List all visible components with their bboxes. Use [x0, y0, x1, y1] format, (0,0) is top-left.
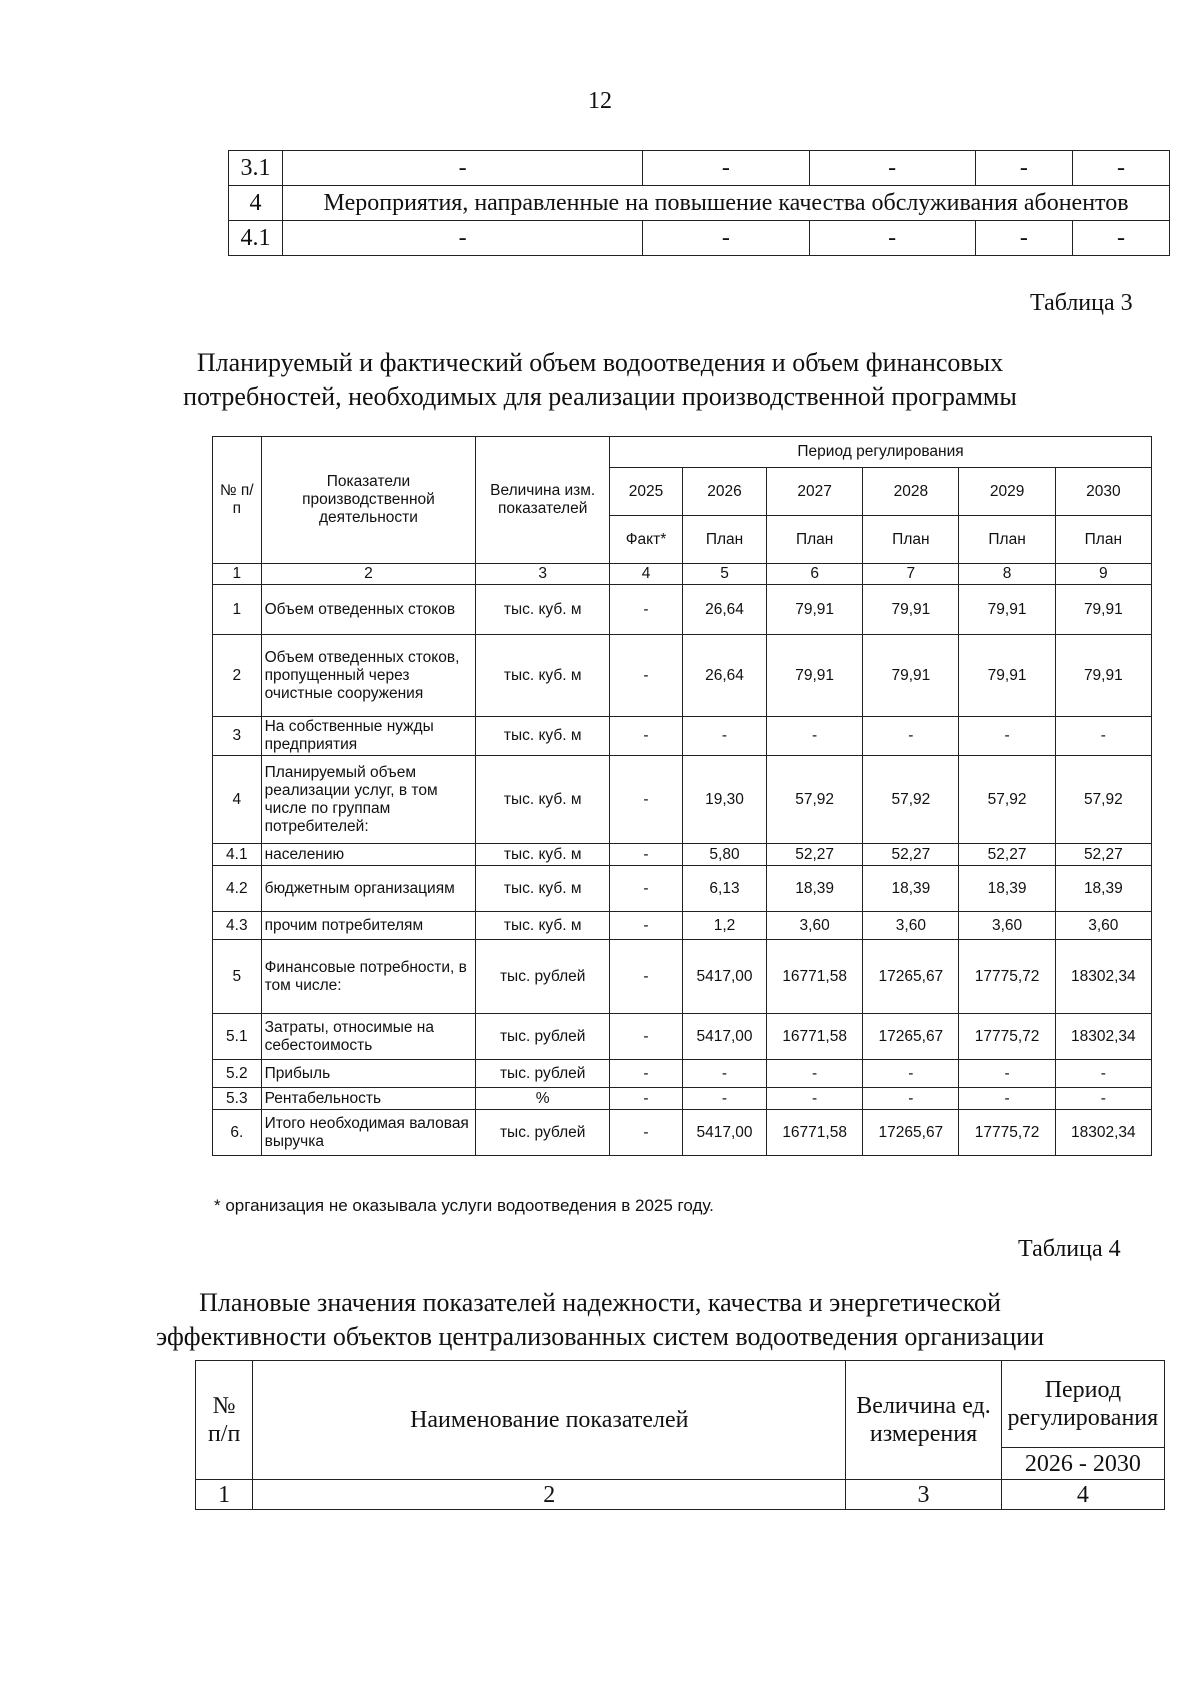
- table-row: [213, 866, 1152, 912]
- row-value: 79,91: [767, 635, 863, 717]
- row-value: -: [863, 1060, 959, 1088]
- row-value: 52,27: [863, 844, 959, 866]
- column-number: 3: [846, 1480, 1001, 1510]
- header-period: Период регулирования: [610, 437, 1152, 468]
- row-value: 3,60: [1055, 912, 1151, 940]
- row-value: 16771,58: [767, 1110, 863, 1156]
- row-indicator: Рентабельность: [261, 1088, 476, 1110]
- header-year: 2030: [1055, 468, 1151, 516]
- row-value: 17265,67: [863, 1110, 959, 1156]
- row-value: 57,92: [959, 756, 1055, 844]
- row-indicator: населению: [261, 844, 476, 866]
- row-number: 3.1: [229, 151, 283, 186]
- row-value: 17775,72: [959, 1110, 1055, 1156]
- header-name: Наименование показателей: [253, 1361, 846, 1480]
- row-value: -: [610, 940, 683, 1014]
- table-row: [229, 186, 1170, 221]
- row-value: 26,64: [682, 585, 766, 635]
- row-value: 57,92: [863, 756, 959, 844]
- row-indicator: прочим потребителям: [261, 912, 476, 940]
- header-kind: План: [1055, 516, 1151, 564]
- column-number: 8: [959, 564, 1055, 585]
- column-number: 6: [767, 564, 863, 585]
- row-number: 5.2: [213, 1060, 262, 1088]
- row-value: 18,39: [863, 866, 959, 912]
- row-value: -: [610, 912, 683, 940]
- table-row: [229, 151, 1170, 186]
- row-value: 52,27: [959, 844, 1055, 866]
- table-row: [229, 221, 1170, 256]
- row-indicator: Прибыль: [261, 1060, 476, 1088]
- row-unit: тыс. рублей: [476, 940, 610, 1014]
- cell: -: [975, 151, 1072, 186]
- row-value: 18,39: [767, 866, 863, 912]
- row-value: -: [1055, 717, 1151, 756]
- row-value: 79,91: [863, 635, 959, 717]
- row-value: 57,92: [1055, 756, 1151, 844]
- header-kind: План: [767, 516, 863, 564]
- row-value: 57,92: [767, 756, 863, 844]
- row-value: -: [959, 717, 1055, 756]
- row-number: 5.3: [213, 1088, 262, 1110]
- column-number: 3: [476, 564, 610, 585]
- header-year: 2028: [863, 468, 959, 516]
- row-value: -: [610, 717, 683, 756]
- row-indicator: Объем отведенных стоков: [261, 585, 476, 635]
- table-row: [213, 756, 1152, 844]
- header-year: 2027: [767, 468, 863, 516]
- row-value: -: [959, 1088, 1055, 1110]
- table3-caption: Таблица 3: [1030, 290, 1133, 316]
- header-kind: План: [682, 516, 766, 564]
- table-row: [213, 585, 1152, 635]
- row-value: -: [610, 635, 683, 717]
- header-num: № п/п: [213, 437, 262, 564]
- table-row: [213, 1110, 1152, 1156]
- row-value: -: [682, 1060, 766, 1088]
- row-value: 18,39: [1055, 866, 1151, 912]
- row-value: 17265,67: [863, 940, 959, 1014]
- row-value: 16771,58: [767, 940, 863, 1014]
- row-unit: тыс. куб. м: [476, 912, 610, 940]
- table-row: [213, 844, 1152, 866]
- row-value: 52,27: [767, 844, 863, 866]
- row-unit: тыс. рублей: [476, 1014, 610, 1060]
- column-number: 2: [261, 564, 476, 585]
- row-indicator: Планируемый объем реализации услуг, в том числе по группам потребителей:: [261, 756, 476, 844]
- row-value: -: [959, 1060, 1055, 1088]
- row-unit: тыс. куб. м: [476, 717, 610, 756]
- cell: -: [975, 221, 1072, 256]
- table-row: [213, 717, 1152, 756]
- header-year: 2029: [959, 468, 1055, 516]
- cell: -: [283, 221, 643, 256]
- header-kind: План: [959, 516, 1055, 564]
- row-value: 16771,58: [767, 1014, 863, 1060]
- row-value: -: [610, 844, 683, 866]
- row-value: -: [1055, 1088, 1151, 1110]
- column-number: 9: [1055, 564, 1151, 585]
- header-year: 2026: [682, 468, 766, 516]
- table4-title-line2: эффективности объектов централизованных систем водоотведения организации: [156, 1322, 1044, 1351]
- row-value: 1,2: [682, 912, 766, 940]
- table3: [212, 436, 1152, 1156]
- column-number: 2: [253, 1480, 846, 1510]
- row-value: 79,91: [1055, 585, 1151, 635]
- column-number: 5: [682, 564, 766, 585]
- row-value: -: [610, 1110, 683, 1156]
- header-unit: Величина изм. показателей: [476, 437, 610, 564]
- table-row: [213, 940, 1152, 1014]
- row-number: 4: [213, 756, 262, 844]
- cell: -: [643, 221, 809, 256]
- table-row: [213, 1060, 1152, 1088]
- column-number: 4: [1001, 1480, 1164, 1510]
- row-indicator: Объем отведенных стоков, пропущенный через очистные сооружения: [261, 635, 476, 717]
- row-number: 3: [213, 717, 262, 756]
- column-number: 4: [610, 564, 683, 585]
- row-value: 19,30: [682, 756, 766, 844]
- table3-title-line2: потребностей, необходимых для реализации производственной программы: [183, 382, 1017, 411]
- cell: -: [809, 221, 975, 256]
- cell: -: [1072, 151, 1169, 186]
- row-value: 5417,00: [682, 1110, 766, 1156]
- cell: -: [643, 151, 809, 186]
- header-unit: Величина ед. измерения: [846, 1361, 1001, 1480]
- row-number: 2: [213, 635, 262, 717]
- table4-title-line1: Плановые значения показателей надежности, качества и энергетической: [199, 1288, 1001, 1317]
- header-indicator: Показатели производственной деятельности: [261, 437, 476, 564]
- row-indicator: Финансовые потребности, в том числе:: [261, 940, 476, 1014]
- row-unit: тыс. рублей: [476, 1060, 610, 1088]
- row-value: 5417,00: [682, 940, 766, 1014]
- row-value: -: [863, 717, 959, 756]
- row-unit: тыс. рублей: [476, 1110, 610, 1156]
- row-value: 6,13: [682, 866, 766, 912]
- row-unit: %: [476, 1088, 610, 1110]
- row-value: -: [1055, 1060, 1151, 1088]
- row-value: 3,60: [863, 912, 959, 940]
- row-value: 79,91: [863, 585, 959, 635]
- column-number: 1: [213, 564, 262, 585]
- column-number: 7: [863, 564, 959, 585]
- row-value: -: [682, 717, 766, 756]
- row-value: 3,60: [959, 912, 1055, 940]
- header-num: № п/п: [196, 1361, 253, 1480]
- row-value: -: [767, 1060, 863, 1088]
- section-title: Мероприятия, направленные на повышение качества обслуживания абонентов: [283, 186, 1170, 221]
- row-indicator: Итого необходимая валовая выручка: [261, 1110, 476, 1156]
- row-unit: тыс. куб. м: [476, 585, 610, 635]
- row-value: 79,91: [1055, 635, 1151, 717]
- row-value: -: [610, 1060, 683, 1088]
- row-unit: тыс. куб. м: [476, 756, 610, 844]
- row-indicator: На собственные нужды предприятия: [261, 717, 476, 756]
- row-value: 18,39: [959, 866, 1055, 912]
- header-kind: План: [863, 516, 959, 564]
- row-value: 79,91: [959, 585, 1055, 635]
- row-value: -: [610, 1088, 683, 1110]
- table-row: [213, 635, 1152, 717]
- row-value: 18302,34: [1055, 940, 1151, 1014]
- header-year: 2025: [610, 468, 683, 516]
- row-value: 5,80: [682, 844, 766, 866]
- row-value: -: [610, 756, 683, 844]
- row-number: 5: [213, 940, 262, 1014]
- row-number: 6.: [213, 1110, 262, 1156]
- row-value: -: [610, 866, 683, 912]
- row-value: 18302,34: [1055, 1110, 1151, 1156]
- row-value: -: [682, 1088, 766, 1110]
- row-value: -: [863, 1088, 959, 1110]
- table4: [195, 1360, 1165, 1510]
- row-value: 26,64: [682, 635, 766, 717]
- row-number: 1: [213, 585, 262, 635]
- header-kind: Факт*: [610, 516, 683, 564]
- row-value: -: [610, 1014, 683, 1060]
- table-row: [213, 1014, 1152, 1060]
- row-value: 79,91: [767, 585, 863, 635]
- header-period-value: 2026 - 2030: [1001, 1448, 1164, 1480]
- row-value: 5417,00: [682, 1014, 766, 1060]
- row-number: 4.1: [229, 221, 283, 256]
- table-row: [213, 1088, 1152, 1110]
- cell: -: [809, 151, 975, 186]
- table3-title-line1: Планируемый и фактический объем водоотведения и объем финансовых: [196, 348, 1004, 377]
- row-unit: тыс. куб. м: [476, 866, 610, 912]
- column-number: 1: [196, 1480, 253, 1510]
- row-value: -: [767, 1088, 863, 1110]
- table4-caption: Таблица 4: [1018, 1236, 1121, 1262]
- table-row: [213, 912, 1152, 940]
- row-indicator: бюджетным организациям: [261, 866, 476, 912]
- row-value: 17775,72: [959, 940, 1055, 1014]
- row-value: 18302,34: [1055, 1014, 1151, 1060]
- row-unit: тыс. куб. м: [476, 635, 610, 717]
- page-number: 12: [588, 88, 612, 114]
- row-number: 4.1: [213, 844, 262, 866]
- row-unit: тыс. куб. м: [476, 844, 610, 866]
- row-value: 17775,72: [959, 1014, 1055, 1060]
- row-value: -: [610, 585, 683, 635]
- row-value: 3,60: [767, 912, 863, 940]
- row-value: -: [767, 717, 863, 756]
- cell: -: [283, 151, 643, 186]
- row-value: 79,91: [959, 635, 1055, 717]
- row-value: 52,27: [1055, 844, 1151, 866]
- row-number: 4.2: [213, 866, 262, 912]
- cell: -: [1072, 221, 1169, 256]
- row-indicator: Затраты, относимые на себестоимость: [261, 1014, 476, 1060]
- row-number: 5.1: [213, 1014, 262, 1060]
- header-period: Период регулирования: [1001, 1361, 1164, 1448]
- row-number: 4: [229, 186, 283, 221]
- continuation-table: [228, 150, 1170, 256]
- footnote: * организация не оказывала услуги водоотведения в 2025 году.: [214, 1196, 714, 1215]
- row-number: 4.3: [213, 912, 262, 940]
- row-value: 17265,67: [863, 1014, 959, 1060]
